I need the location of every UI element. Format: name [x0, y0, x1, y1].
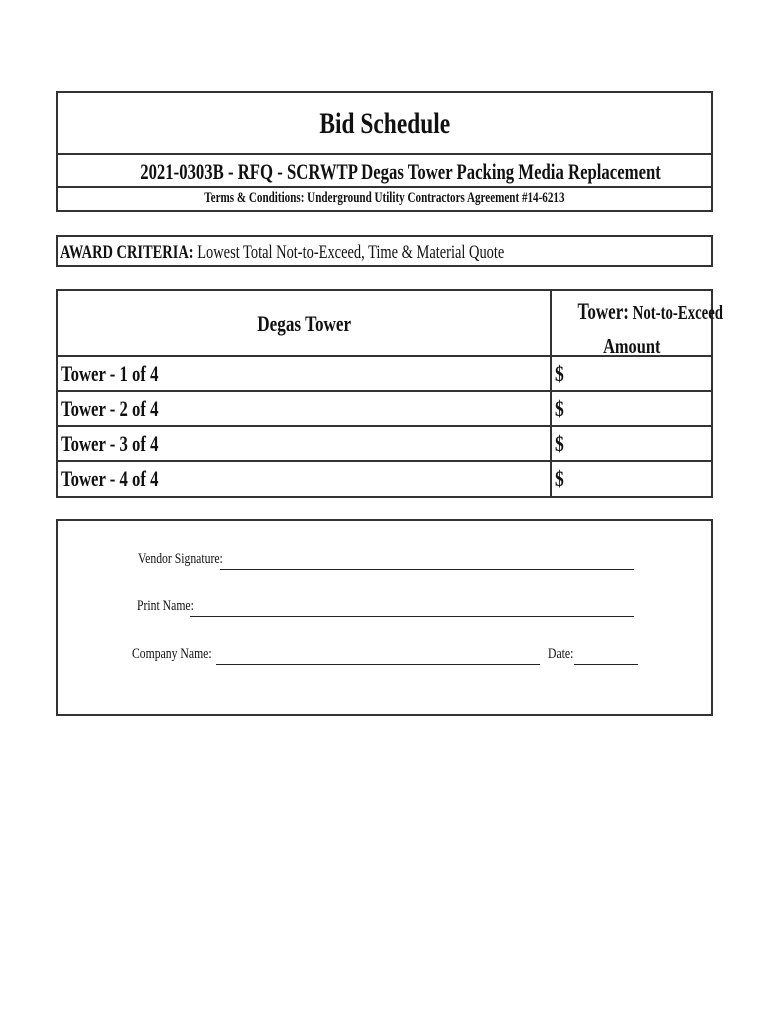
company-name-line[interactable] — [216, 663, 540, 665]
table-row — [61, 361, 189, 387]
company-name-row — [132, 646, 234, 663]
print-name-label: Print Name: — [137, 598, 194, 614]
terms-conditions: Terms & Conditions: Underground Utility Contractors Agreement #14-6213 — [204, 190, 565, 206]
table-row — [61, 396, 189, 422]
bid-table — [56, 289, 724, 498]
company-name-label: Company Name: — [132, 646, 212, 662]
row-divider — [58, 460, 711, 462]
award-criteria-text: Lowest Total Not-to-Exceed, Time & Material Quote — [193, 242, 505, 263]
print-name-line[interactable] — [190, 615, 634, 617]
table-row — [61, 466, 189, 492]
tower-label: Tower - 1 of 4 — [61, 361, 159, 386]
date-label: Date: — [548, 646, 574, 662]
project-subtitle: 2021-0303B - RFQ - SCRWTP Degas Tower Packing Media Replacement — [140, 159, 661, 184]
header-box — [56, 91, 713, 212]
divider — [58, 153, 711, 155]
tower-label: Tower - 3 of 4 — [61, 431, 159, 456]
signature-box — [56, 519, 713, 716]
tower-label: Tower - 4 of 4 — [61, 466, 159, 491]
amount-header-nte: Not-to-Exceed — [628, 302, 724, 324]
award-criteria-label: AWARD CRITERIA: — [60, 242, 194, 263]
amount-header-tower: Tower: — [577, 299, 629, 324]
amount-cell[interactable]: $ — [555, 466, 564, 491]
award-criteria-box — [56, 235, 713, 267]
tower-label: Tower - 2 of 4 — [61, 396, 159, 421]
column-header-degas-tower: Degas Tower — [257, 311, 351, 336]
vendor-signature-label: Vendor Signature: — [138, 551, 223, 567]
vendor-signature-line[interactable] — [220, 568, 634, 570]
amount-cell[interactable]: $ — [555, 361, 564, 386]
row-divider — [58, 390, 711, 392]
page-title: Bid Schedule — [319, 107, 450, 140]
amount-cell[interactable]: $ — [555, 431, 564, 456]
row-divider — [58, 355, 711, 357]
date-line[interactable] — [574, 663, 638, 665]
date-row — [548, 646, 580, 663]
amount-header-line2: Amount — [602, 334, 661, 358]
row-divider — [58, 425, 711, 427]
amount-cell[interactable]: $ — [555, 396, 564, 421]
column-header-amount — [552, 295, 724, 363]
print-name-row — [137, 598, 210, 615]
divider — [58, 186, 711, 188]
vendor-signature-row — [138, 551, 247, 568]
table-row — [61, 431, 189, 457]
